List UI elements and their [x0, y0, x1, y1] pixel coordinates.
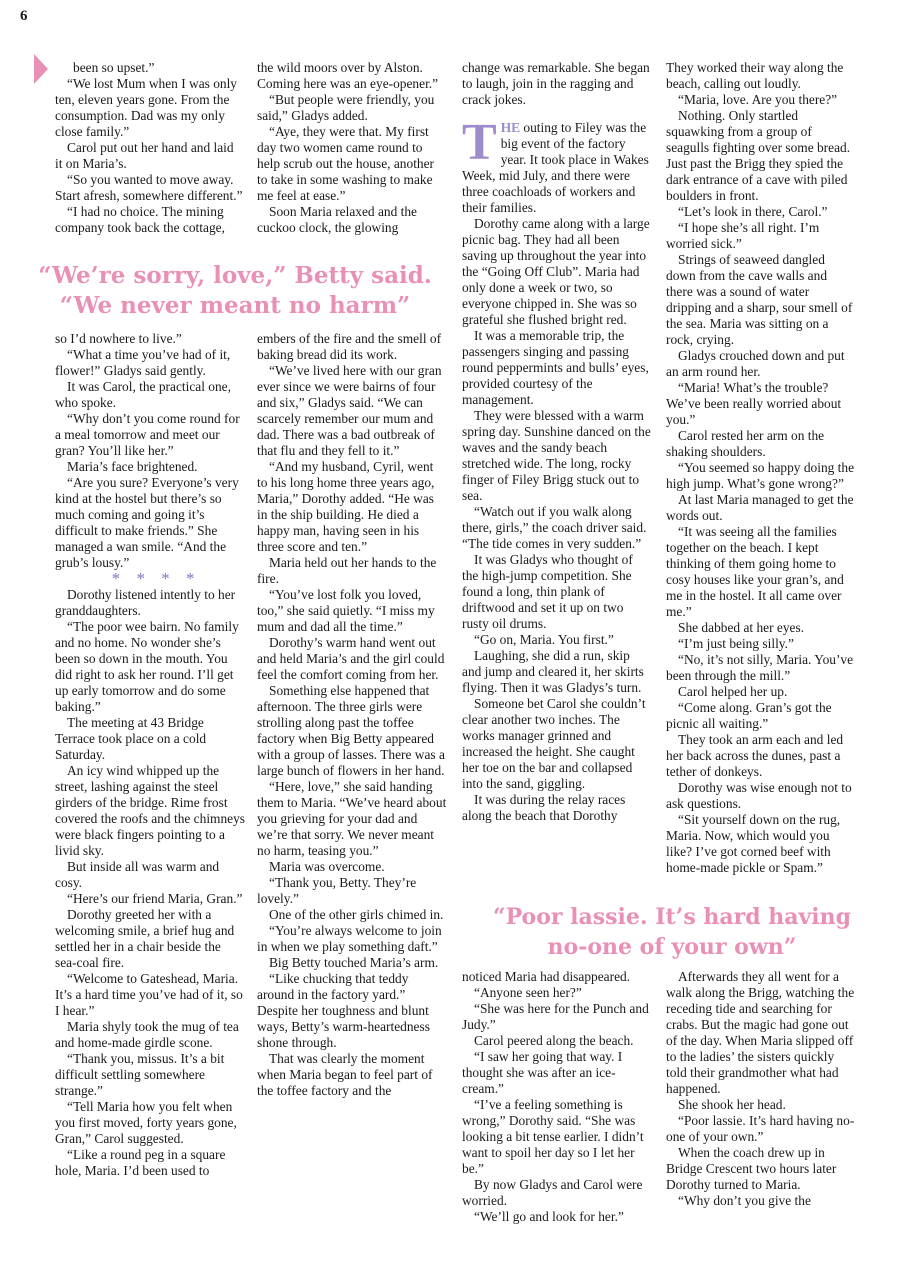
paragraph: Maria was overcome. — [269, 859, 385, 874]
paragraph: Dorothy came along with a large picnic bag. They had all been saving up throughout the year into the “Going Off Club”. Maria had only done a week or two, so everyone chipped in. She was so grateful she flushed bright red. — [462, 216, 650, 327]
paragraph: It was Gladys who thought of the high-jump competition. She found a long, thin plank of driftwood and set it up on two rusty oil drums. — [462, 552, 633, 631]
dropcap-text: outing to Filey was the big event of the factory year. It took place in Wakes Week, mid July, and there were three coachloads of workers and their families. — [462, 120, 649, 215]
paragraph: Maria shyly took the mug of tea and home-made girdle scone. — [55, 1019, 239, 1050]
paragraph: “Go on, Maria. You first.” — [474, 632, 614, 647]
paragraph: Maria held out her hands to the fire. — [257, 555, 437, 586]
paragraph: “She was here for the Punch and Judy.” — [462, 1001, 649, 1032]
paragraph: Carol helped her up. — [678, 684, 788, 699]
paragraph: “I saw her going that way. I thought she was after an ice-cream.” — [462, 1049, 623, 1096]
paragraph: They took an arm each and led her back across the dunes, past a tether of donkeys. — [666, 732, 844, 779]
paragraph: The meeting at 43 Bridge Terrace took place on a cold Saturday. — [55, 715, 207, 762]
paragraph: been so upset.” — [73, 60, 155, 75]
paragraph: Big Betty touched Maria’s arm. — [269, 955, 439, 970]
column-4-bottom — [666, 969, 856, 1209]
column-3-bottom — [462, 969, 652, 1225]
paragraph: “We lost Mum when I was only ten, eleven years gone. From the consumption. Dad was my only close family.” — [55, 76, 237, 139]
paragraph: “Thank you, Betty. They’re lovely.” — [257, 875, 417, 906]
paragraph: Laughing, she did a run, skip and jump and cleared it, her skirts flying. Then it was Gladys’s turn. — [462, 648, 644, 695]
paragraph: “Here’s our friend Maria, Gran.” — [67, 891, 243, 906]
paragraph: “And my husband, Cyril, went to his long home three years ago, Maria,” Dorothy added. “He was in the ship building. He died a happy man, having seen in his three score and ten.” — [257, 459, 435, 554]
paragraph: At last Maria managed to get the words out. — [666, 492, 854, 523]
paragraph: Nothing. Only startled squawking from a group of seagulls fighting over some bread. Just past the Brigg they spied the dark entrance of a cave with piled boulders in front. — [666, 108, 851, 203]
paragraph: “No, it’s not silly, Maria. You’ve been through the mill.” — [666, 652, 854, 683]
paragraph: “I had no choice. The mining company took back the cottage, — [55, 204, 225, 235]
paragraph: “Like chucking that teddy around in the factory yard.” Despite her toughness and blunt ways, Betty’s warm-heartedness shone through. — [257, 971, 430, 1050]
dropcap-leadin: HE — [500, 120, 521, 135]
paragraph: Afterwards they all went for a walk along the Brigg, watching the receding tide and searching for crabs. But the magic had gone out of the day. When Maria slipped off to the ladies’ the sisters quickly told their grandmother what had happened. — [666, 969, 855, 1096]
paragraph: Soon Maria relaxed and the cuckoo clock, the glowing — [257, 204, 417, 235]
paragraph: Carol rested her arm on the shaking shoulders. — [666, 428, 825, 459]
column-1-top — [55, 60, 243, 236]
pull-quote-2 — [462, 902, 882, 962]
paragraph: It was a memorable trip, the passengers singing and passing round peppermints and bulls’ eyes, provided courtesy of the management. — [462, 328, 649, 407]
paragraph: “I hope she’s all right. I’m worried sick.” — [666, 220, 820, 251]
continuation-arrow-icon — [34, 54, 48, 84]
page-number: 6 — [20, 8, 28, 24]
paragraph: “We’ll go and look for her.” — [474, 1209, 624, 1224]
paragraph: “I’m just being silly.” — [678, 636, 794, 651]
paragraph: the wild moors over by Alston. Coming here was an eye-opener.” — [257, 60, 439, 91]
paragraph: “You’re always welcome to join in when we play something daft.” — [257, 923, 442, 954]
paragraph: “Maria, love. Are you there?” — [678, 92, 838, 107]
pull-quote-line: “We’re sorry, love,” Betty said. — [38, 262, 432, 289]
paragraph: “Thank you, missus. It’s a bit difficult settling somewhere strange.” — [55, 1051, 225, 1098]
paragraph: Dorothy greeted her with a welcoming smile, a brief hug and settled her in a chair beside the sea-coal fire. — [55, 907, 235, 970]
paragraph: Dorothy listened intently to her granddaughters. — [55, 587, 236, 618]
paragraph: “You’ve lost folk you loved, too,” she said quietly. “I miss my mum and dad all the time.” — [257, 587, 435, 634]
paragraph: “You seemed so happy doing the high jump. What’s gone wrong?” — [666, 460, 855, 491]
paragraph: “Welcome to Gateshead, Maria. It’s a hard time you’ve had of it, so I hear.” — [55, 971, 243, 1018]
paragraph: “Sit yourself down on the rug, Maria. Now, which would you like? I’ve got corned beef with home-made pickle or Spam.” — [666, 812, 841, 875]
paragraph: “We’ve lived here with our gran ever since we were bairns of four and six,” Gladys said. “We can scarcely remember our mum and dad. There was a bad outbreak of that flu and they fell to it.” — [257, 363, 442, 458]
paragraph: By now Gladys and Carol were worried. — [462, 1177, 643, 1208]
paragraph: Carol put out her hand and laid it on Maria’s. — [55, 140, 234, 171]
paragraph: They were blessed with a warm spring day. Sunshine danced on the waves and the sandy beach stretched wide. The long, rocky finger of Filey Brigg stuck out to sea. — [462, 408, 651, 503]
paragraph: That was clearly the moment when Maria began to feel part of the toffee factory and the — [257, 1051, 433, 1098]
paragraph: When the coach drew up in Bridge Crescent two hours later Dorothy turned to Maria. — [666, 1145, 837, 1192]
paragraph: “Maria! What’s the trouble? We’ve been really worried about you.” — [666, 380, 842, 427]
column-4-top — [666, 60, 856, 876]
paragraph: “I’ve a feeling something is wrong,” Dorothy said. “She was looking a bit tense earlier. I didn’t want to spoil her day so I let her be.” — [462, 1097, 644, 1176]
paragraph: “But people were friendly, you said,” Gladys added. — [257, 92, 435, 123]
paragraph: “Like a round peg in a square hole, Maria. I’d been used to — [55, 1147, 226, 1178]
paragraph: “Here, love,” she said handing them to Maria. “We’ve heard about you grieving for your dad and we’re that sorry. We never meant no harm, teasing you.” — [257, 779, 447, 858]
paragraph: “Are you sure? Everyone’s very kind at the hostel but there’s so much coming and going it’s difficult to make friends.” She managed a wan smile. “And the grub’s lousy.” — [55, 475, 239, 570]
column-3-top — [462, 60, 652, 824]
column-1-bottom — [55, 331, 245, 1179]
paragraph: Dorothy’s warm hand went out and held Maria’s and the girl could feel the comfort coming from her. — [257, 635, 445, 682]
paragraph: “Anyone seen her?” — [474, 985, 582, 1000]
paragraph: “Why don’t you give the — [678, 1193, 811, 1208]
paragraph: Dorothy was wise enough not to ask questions. — [666, 780, 852, 811]
pull-quote-line: “Poor lassie. It’s hard having — [492, 904, 852, 930]
paragraph: “Tell Maria how you felt when you first moved, forty years gone, Gran,” Carol suggested. — [55, 1099, 237, 1146]
paragraph: An icy wind whipped up the street, lashing against the steel girders of the bridge. Rime frost covered the roofs and the chimneys were black fingers pointing to a livid sky. — [55, 763, 246, 858]
paragraph: One of the other girls chimed in. — [269, 907, 444, 922]
paragraph: “So you wanted to move away. Start afresh, somewhere different.” — [55, 172, 243, 203]
pull-quote-line: “We never meant no harm” — [59, 292, 411, 319]
paragraph: “Poor lassie. It’s hard having no-one of your own.” — [666, 1113, 855, 1144]
paragraph: “Let’s look in there, Carol.” — [678, 204, 828, 219]
dropcap-paragraph — [462, 114, 652, 216]
column-2-bottom — [257, 331, 447, 1099]
paragraph: She dabbed at her eyes. — [678, 620, 805, 635]
section-separator-stars: * * * * — [111, 569, 201, 588]
paragraph: Something else happened that afternoon. The three girls were strolling along past the toffee factory when Big Betty appeared with a group of lasses. There was a large bunch of flowers in her hand. — [257, 683, 445, 778]
paragraph: Carol peered along the beach. — [474, 1033, 634, 1048]
paragraph: But inside all was warm and cosy. — [55, 859, 220, 890]
paragraph: She shook her head. — [678, 1097, 786, 1112]
paragraph: noticed Maria had disappeared. — [462, 969, 631, 984]
paragraph: Gladys crouched down and put an arm round her. — [666, 348, 845, 379]
paragraph: Someone bet Carol she couldn’t clear another two inches. The works manager grinned and increased the height. She caught her toe on the bar and collapsed into the sand, giggling. — [462, 696, 646, 791]
paragraph: “Why don’t you come round for a meal tomorrow and meet our gran? You’ll like her.” — [55, 411, 240, 458]
paragraph: “Watch out if you walk along there, girls,” the coach driver said. “The tide comes in very sudden.” — [462, 504, 647, 551]
paragraph: “What a time you’ve had of it, flower!” Gladys said gently. — [55, 347, 231, 378]
paragraph: Maria’s face brightened. — [67, 459, 198, 474]
paragraph: “It was seeing all the families together on the beach. I kept thinking of them going home to cosy houses like your gran’s, and me in the hostel. It all came over me.” — [666, 524, 844, 619]
paragraph: embers of the fire and the smell of baking bread did its work. — [257, 331, 442, 362]
paragraph: It was Carol, the practical one, who spoke. — [55, 379, 231, 410]
paragraph: “Come along. Gran’s got the picnic all waiting.” — [666, 700, 832, 731]
paragraph: Strings of seaweed dangled down from the cave walls and there was a sound of water dripping and a sharp, sour smell of the sea. Maria was sitting on a rock, crying. — [666, 252, 853, 347]
paragraph: They worked their way along the beach, calling out loudly. — [666, 60, 844, 91]
column-2-top — [257, 60, 447, 236]
pull-quote-1 — [20, 261, 450, 321]
paragraph: change was remarkable. She began to laugh, join in the ragging and crack jokes. — [462, 60, 650, 107]
paragraph: “The poor wee bairn. No family and no home. No wonder she’s been so down in the mouth. You did right to ask her round. I’ll get up early tomorrow and do some baking.” — [55, 619, 239, 714]
dropcap-letter: T — [462, 114, 497, 171]
paragraph: “Aye, they were that. My first day two women came round to help scrub out the house, another to take in some washing to make me feel at ease.” — [257, 124, 435, 203]
paragraph: so I’d nowhere to live.” — [55, 331, 182, 346]
paragraph: It was during the relay races along the beach that Dorothy — [462, 792, 626, 823]
pull-quote-line: no-one of your own” — [547, 934, 797, 960]
